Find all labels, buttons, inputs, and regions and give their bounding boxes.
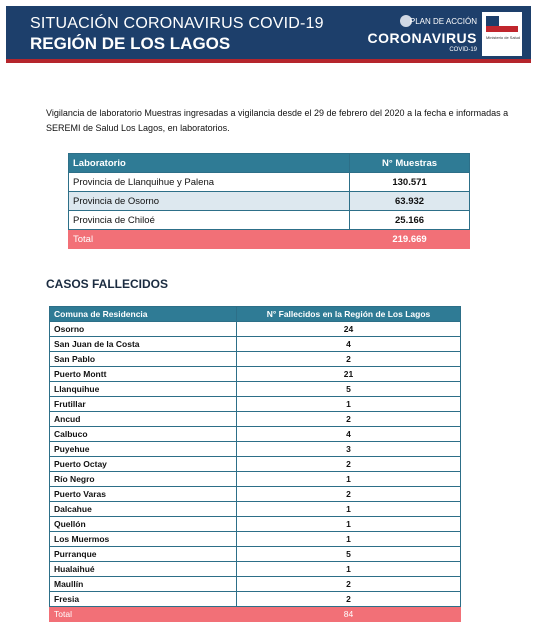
brand-sub-text: COVID-19 — [449, 47, 477, 53]
table-row — [50, 427, 461, 442]
lab-row-name: Provincia de Llanquihue y Palena — [69, 173, 350, 192]
deaths-total-row — [50, 607, 461, 622]
intro-paragraph: Vigilancia de laboratorio Muestras ingresadas a vigilancia desde el 29 de febrero del 2020 a la fecha e informadas a SEREMI de Salud Los Lagos, en laboratorios. — [46, 108, 509, 133]
deaths-row-commune: Llanquihue — [50, 382, 237, 397]
table-row — [50, 472, 461, 487]
deaths-row-count: 2 — [237, 457, 461, 472]
deaths-row-commune: Puyehue — [50, 442, 237, 457]
header-title-line2: REGIÓN DE LOS LAGOS — [30, 34, 231, 53]
deaths-row-count: 1 — [237, 472, 461, 487]
lab-total-row — [69, 230, 470, 249]
deaths-row-commune: Quellón — [50, 517, 237, 532]
deaths-row-count: 4 — [237, 337, 461, 352]
lab-header-row — [69, 154, 470, 173]
table-row — [50, 532, 461, 547]
table-row — [50, 547, 461, 562]
deaths-table — [49, 306, 461, 622]
deaths-row-count: 2 — [237, 352, 461, 367]
deaths-row-commune: Puerto Varas — [50, 487, 237, 502]
deaths-row-commune: Dalcahue — [50, 502, 237, 517]
table-row — [50, 337, 461, 352]
deaths-row-count: 5 — [237, 382, 461, 397]
brand-small-text: PLAN DE ACCIÓN — [409, 17, 477, 26]
table-row — [50, 367, 461, 382]
table-row — [69, 173, 470, 192]
logo-blue-block — [486, 16, 499, 26]
deaths-row-count: 1 — [237, 517, 461, 532]
deaths-row-count: 2 — [237, 487, 461, 502]
deaths-row-commune: Maullín — [50, 577, 237, 592]
lab-row-name: Provincia de Osorno — [69, 192, 350, 211]
lab-header-name: Laboratorio — [69, 154, 350, 173]
report-header — [6, 6, 531, 59]
deaths-section-title: CASOS FALLECIDOS — [46, 277, 169, 291]
coronavirus-brand — [367, 14, 477, 54]
table-row — [50, 442, 461, 457]
deaths-row-count: 1 — [237, 502, 461, 517]
deaths-row-commune: Fresia — [50, 592, 237, 607]
deaths-row-count: 1 — [237, 562, 461, 577]
deaths-total-value: 84 — [237, 607, 461, 622]
table-row — [50, 592, 461, 607]
table-row — [50, 322, 461, 337]
deaths-row-commune: Río Negro — [50, 472, 237, 487]
lab-header-value: N° Muestras — [350, 154, 470, 173]
deaths-row-commune: Calbuco — [50, 427, 237, 442]
brand-big-text: CORONAVIRUS — [367, 30, 477, 46]
deaths-row-commune: Ancud — [50, 412, 237, 427]
deaths-row-commune: Los Muermos — [50, 532, 237, 547]
table-row — [50, 502, 461, 517]
table-row — [50, 457, 461, 472]
deaths-row-count: 5 — [237, 547, 461, 562]
table-row — [50, 382, 461, 397]
government-logo — [482, 12, 522, 56]
lab-total-label: Total — [69, 230, 350, 249]
header-red-stripe — [6, 59, 531, 63]
table-row — [50, 352, 461, 367]
header-title-line1: SITUACIÓN CORONAVIRUS COVID-19 — [30, 15, 324, 32]
deaths-row-commune: Frutillar — [50, 397, 237, 412]
lab-row-value: 130.571 — [350, 173, 470, 192]
table-row — [69, 192, 470, 211]
deaths-header-commune: Comuna de Residencia — [50, 307, 237, 322]
table-row — [50, 562, 461, 577]
table-row — [50, 577, 461, 592]
table-row — [50, 487, 461, 502]
lab-row-value: 63.932 — [350, 192, 470, 211]
lab-row-value: 25.166 — [350, 211, 470, 230]
deaths-row-count: 24 — [237, 322, 461, 337]
lab-total-value: 219.669 — [350, 230, 470, 249]
lab-row-name: Provincia de Chiloé — [69, 211, 350, 230]
deaths-row-count: 2 — [237, 412, 461, 427]
deaths-row-commune: Osorno — [50, 322, 237, 337]
deaths-row-count: 3 — [237, 442, 461, 457]
deaths-row-commune: Puerto Montt — [50, 367, 237, 382]
deaths-row-count: 4 — [237, 427, 461, 442]
deaths-row-count: 1 — [237, 397, 461, 412]
table-row — [50, 517, 461, 532]
deaths-header-row — [50, 307, 461, 322]
table-row — [50, 412, 461, 427]
deaths-row-commune: Hualaihué — [50, 562, 237, 577]
table-row — [69, 211, 470, 230]
logo-text: Ministerio de Salud — [486, 35, 521, 40]
deaths-row-commune: Purranque — [50, 547, 237, 562]
deaths-row-commune: San Juan de la Costa — [50, 337, 237, 352]
deaths-header-count: N° Fallecidos en la Región de Los Lagos — [237, 307, 461, 322]
deaths-total-label: Total — [50, 607, 237, 622]
logo-red-bar — [486, 26, 518, 32]
deaths-row-commune: San Pablo — [50, 352, 237, 367]
deaths-row-count: 2 — [237, 592, 461, 607]
table-row — [50, 397, 461, 412]
deaths-row-count: 1 — [237, 532, 461, 547]
laboratory-table — [68, 153, 470, 249]
deaths-row-count: 2 — [237, 577, 461, 592]
deaths-row-count: 21 — [237, 367, 461, 382]
deaths-row-commune: Puerto Octay — [50, 457, 237, 472]
